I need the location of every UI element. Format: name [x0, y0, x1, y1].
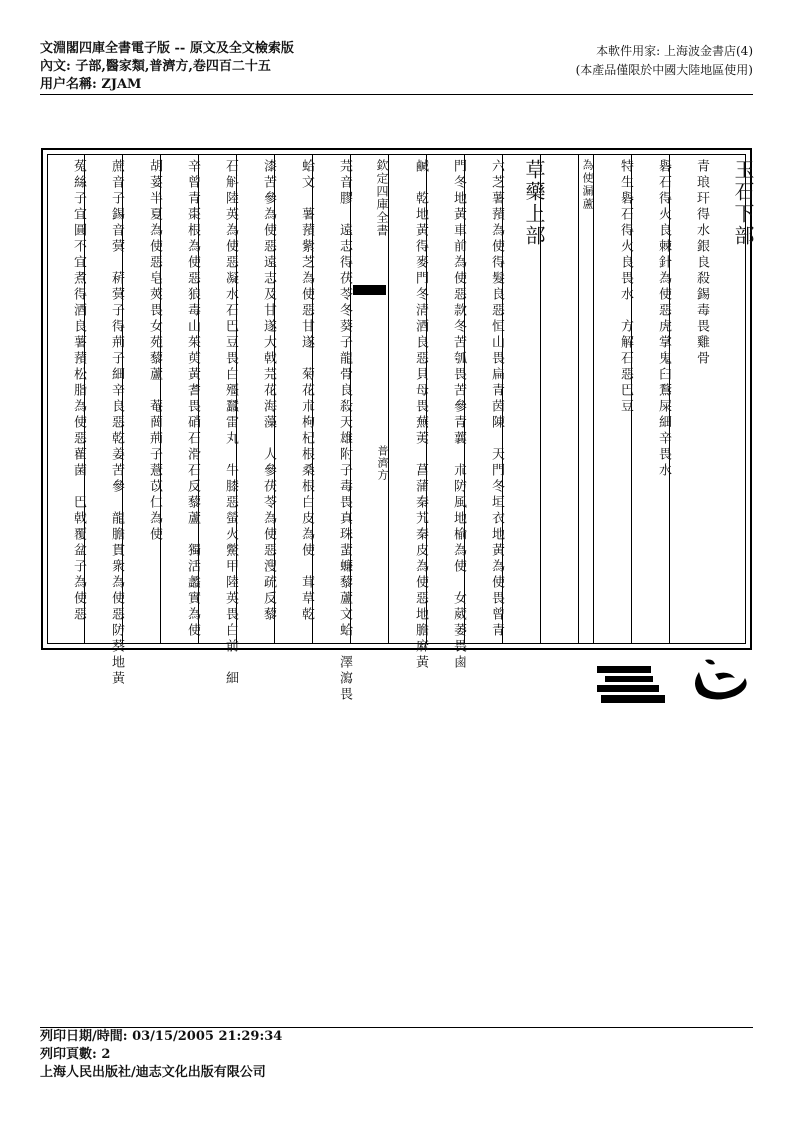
text-column: 為使漏蘆 — [578, 155, 593, 643]
user-name: 用户名稱: ZJAM — [40, 77, 142, 92]
header-left — [40, 40, 294, 94]
text-column: 菟絲子宜圓不宜煮得酒良薯蕷松脂為使惡雚菌 巴戟覆盆子為使惡 — [71, 159, 86, 623]
content-path: 內文: 子部,醫家類,普濟方,卷四百二十五 — [40, 59, 271, 74]
text-column: 蔗音子錫音蓂 菥蓂子得荊子細辛良惡乾姜苦參 龍膽貫衆為使惡防葵地黃 — [84, 155, 122, 643]
page-frame — [47, 154, 755, 703]
text-column: 青琅玕得水銀良殺錫毒畏雞骨 — [669, 155, 707, 643]
footer — [40, 1028, 282, 1082]
center-banner — [350, 155, 388, 643]
header-right — [576, 42, 753, 80]
sikuquanshu-logo-icon — [595, 654, 755, 712]
header-rule — [40, 94, 753, 95]
scan-page — [41, 148, 755, 703]
region-restriction: (本產品僅限於中國大陸地區使用) — [575, 63, 753, 77]
text-column: 芫音膠 遠志得茯苓冬葵子龍骨良殺天雄附子毒畏真珠蜚蠊藜蘆文蛤 澤瀉畏 — [312, 155, 350, 643]
text-column: 胡荽半夏為使惡皂莢畏女苑藜蘆 菴蕳荊子薏苡仁為使 — [122, 155, 160, 643]
text-column: 漆苦參為使惡遠志及甘遂大戟芫花海藻 人參茯苓為使惡溲疏反藜 — [236, 155, 274, 643]
text-column: 門冬地黃車前為使惡款冬苦瓠畏苦參青蘘 朮防風地榆為使 女葳萎畏鹵 — [426, 155, 464, 643]
banner-fishtail — [353, 285, 386, 295]
text-column: 辛曾青棗根為使惡狼毒山茱萸黃耆畏硝石滑石反藜蘆 獨活蠡實為使 — [160, 155, 198, 643]
print-pages: 列印頁數: 2 — [40, 1047, 111, 1062]
print-date: 列印日期/時間: 03/15/2005 21:29:34 — [40, 1029, 283, 1044]
text-column: 礜石得火良棘針為使惡虎掌鬼臼鶩屎細辛畏水 — [631, 155, 669, 643]
licensee: 本軟件用家: 上海波金書店(4) — [596, 44, 753, 58]
text-column: 石斛陸英為使惡凝水石巴豆畏白殭蠶雷丸 牛膝惡螢火鱉甲陸英畏白前 細 — [198, 155, 236, 643]
text-column: 玉石下部 — [731, 159, 755, 247]
banner-title: 欽定四庫全書 — [375, 159, 389, 237]
banner-book-title: 普濟方 — [376, 445, 389, 481]
text-column: 六芝薯蕷為使得髮良惡恒山畏扁青茵陳 天門冬垣衣地黃為使畏曾青 — [464, 155, 502, 643]
text-column: 鹹 乾地黃得麥門冬清酒良惡貝母畏蕪荑 菖蒲秦艽秦皮為使惡地膽麻黃 — [388, 155, 426, 643]
app-title: 文淵閣四庫全書電子版 -- 原文及全文檢索版 — [40, 41, 294, 56]
publisher: 上海人民出版社/迪志文化出版有限公司 — [40, 1065, 266, 1080]
text-column: 特生礜石得火良畏水 方解石惡巴豆 — [593, 155, 631, 643]
text-column: 草藥上部 — [502, 155, 540, 643]
text-column: 蛤文 薯蕷紫芝為使惡甘遂 菊花朮枸杞根桑根白皮為使 茸草乾 — [274, 155, 312, 643]
